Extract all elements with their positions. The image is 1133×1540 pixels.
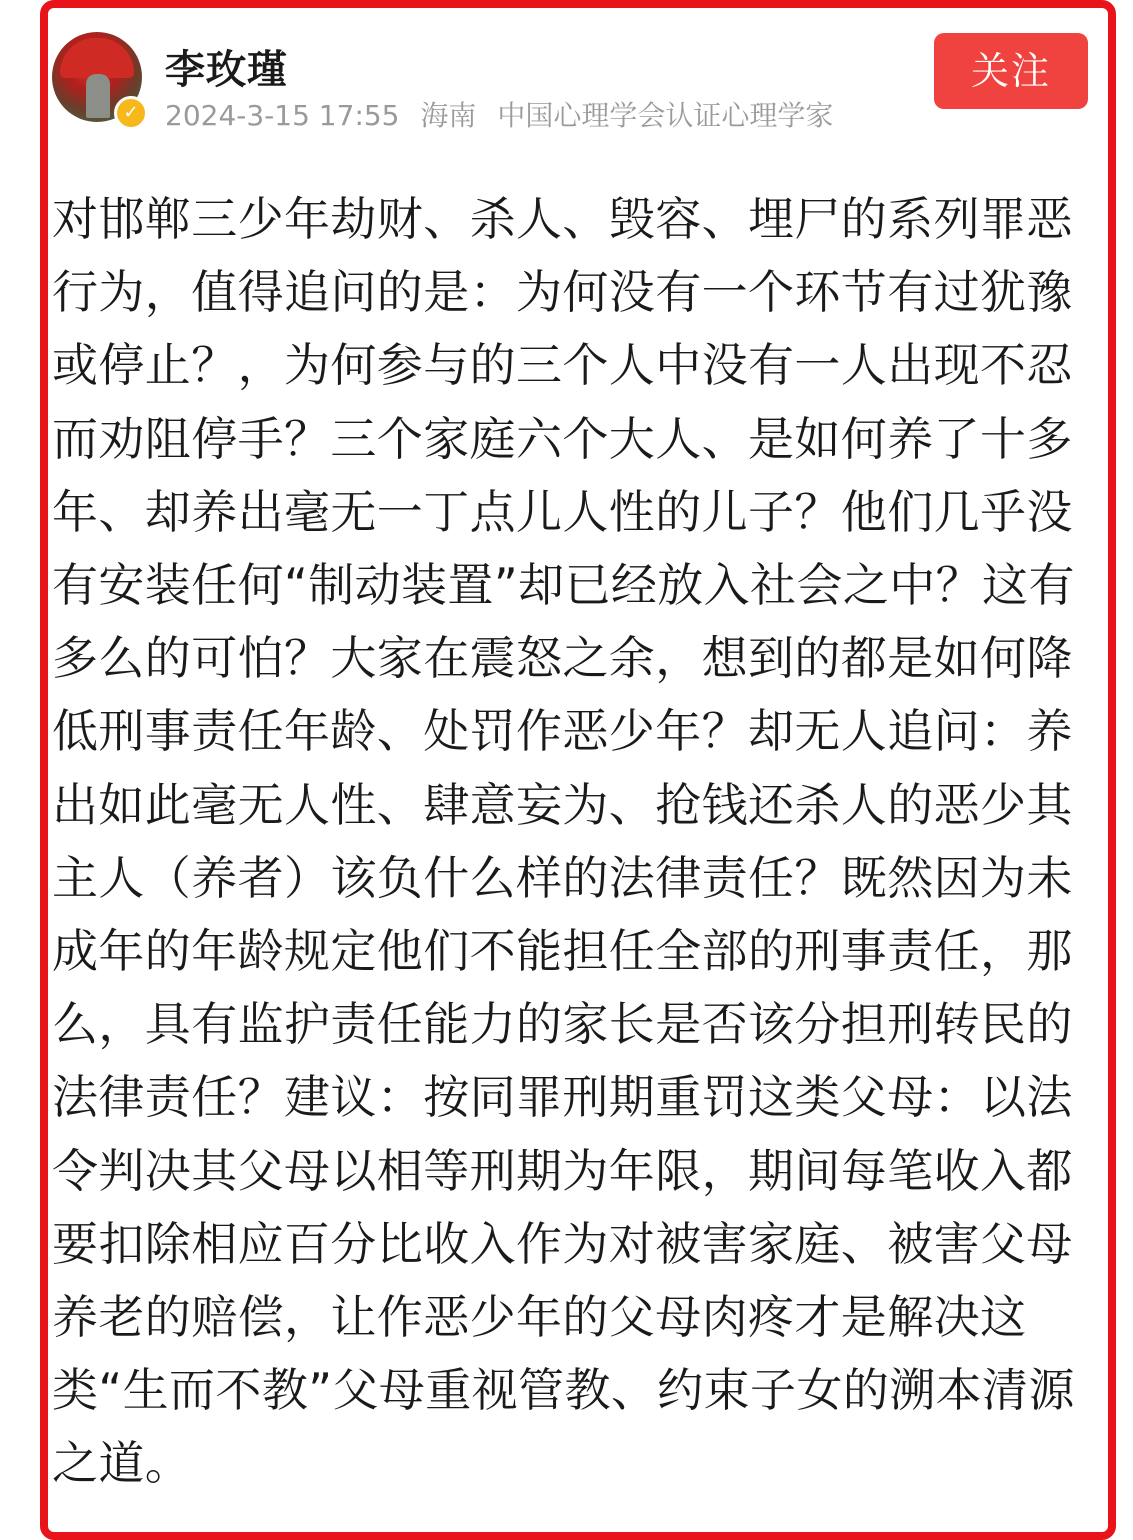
avatar-person-shape bbox=[86, 74, 110, 118]
author-name[interactable]: 李玫瑾 bbox=[165, 47, 288, 93]
post-body-text: 对邯郸三少年劫财、杀人、毁容、埋尸的系列罪恶行为，值得追问的是：为何没有一个环节有过犹豫或停止？，为何参与的三个人中没有一人出现不忍而劝阻停手？三个家庭六个大人、是如何养了十多年、却养出毫无一丁点儿人性的儿子？他们几乎没有安装任何“制动装置”却已经放入社会之中？这有多么的可怕？大家在震怒之余，想到的都是如何降低刑事责任年龄、处罚作恶少年？却无人追问：养出如此毫无人性、肆意妄为、抢钱还杀人的恶少其主人（养者）该负什么样的法律责任？既然因为未成年的年龄规定他们不能担任全部的刑事责任，那么，具有监护责任能力的家长是否该分担刑转民的法律责任？建议：按同罪刑期重罚这类父母：以法令判决其父母以相等刑期为年限，期间每笔收入都要扣除相应百分比收入作为对被害家庭、被害父母养老的赔偿，让作恶少年的父母肉疼才是解决这类“生而不教”父母重视管教、约束子女的溯本清源之道。 bbox=[52, 192, 1075, 1491]
verified-badge-icon: ✓ bbox=[114, 96, 148, 130]
avatar-umbrella-shape bbox=[60, 38, 134, 78]
author-title: 中国心理学会认证心理学家 bbox=[497, 99, 834, 132]
post-meta bbox=[165, 94, 845, 134]
post-location: 海南 bbox=[420, 99, 477, 132]
post-header bbox=[52, 30, 1102, 140]
post-timestamp: 2024-3-15 17:55 bbox=[165, 99, 400, 132]
follow-button[interactable]: 关注 bbox=[934, 33, 1088, 109]
